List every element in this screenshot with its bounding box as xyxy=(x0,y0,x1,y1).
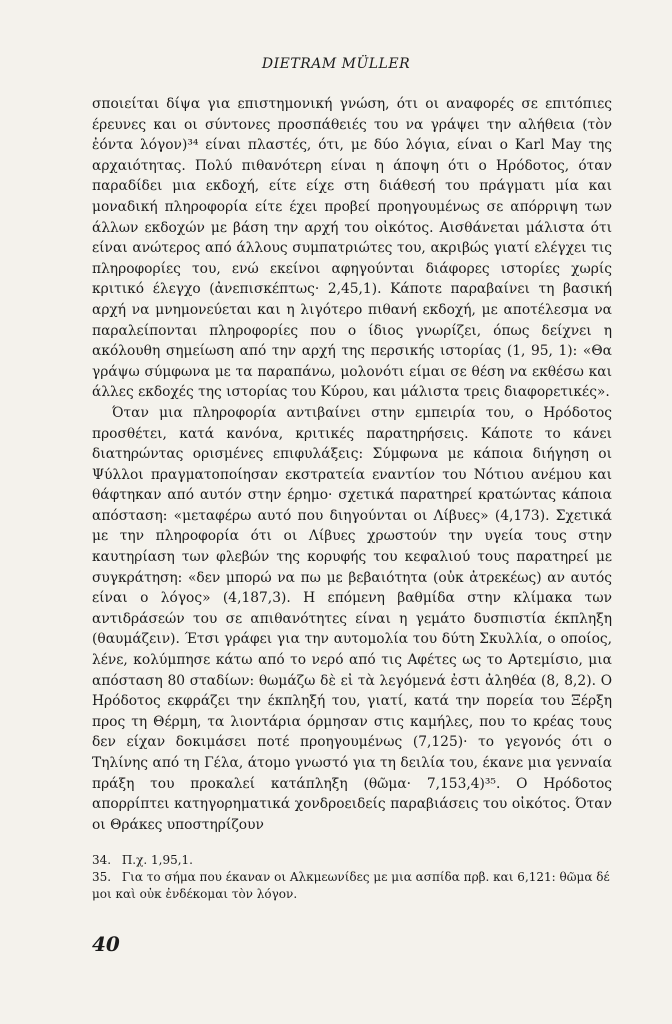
footnote-number: 34. xyxy=(92,853,112,867)
page-number: 40 xyxy=(92,932,120,956)
footnote xyxy=(92,869,612,903)
running-head: DIETRAM MÜLLER xyxy=(261,56,411,72)
footnote-text: Π.χ. 1,95,1. xyxy=(121,853,193,867)
paragraph: σποιείται δίψα για επιστημονική γνώση, ότι οι αναφορές σε επιτόπιες έρευνες και οι σύντονες προσπάθειές του να γράψει την αλήθεια (τὸν ἐόντα λόγον)³⁴ είναι πλαστές, ότι, με δύο λόγια, είναι ο Karl May της αρχαιότητας. Πολύ πιθανότερη είναι η άποψη ότι ο Ηρόδοτος, όταν παραδίδει μια εκδοχή, είτε είχε στη διάθεσή του πράγματι μία και μοναδική πληροφορία είτε έχει προβεί προηγουμένως σε απόρριψη των άλλων εκδοχών με βάση την αρχή του οἰκότος. Αισθάνεται μάλιστα ότι είναι ανώτερος από άλλους συμπατριώτες του, ακριβώς γιατί ελέγχει τις πληροφορίες του, ενώ εκείνοι αφηγούνται διάφορες ιστορίες χωρίς κριτικό έλεγχο (ἀνεπισκέπτως· 2,45,1). Κάποτε παραβαίνει τη βασική αρχή να μνημονεύεται και η λιγότερο πιθανή εκδοχή, με αποτέλεσμα να παραλείπονται πληροφορίες που ο ίδιος γνωρίζει, όπως δείχνει η ακόλουθη σημείωση από την αρχή της περσικής ιστορίας (1, 95, 1): «Θα γράψω σύμφωνα με τα παραπάνω, μολονότι είμαι σε θέση να εκθέσω και άλλες εκδοχές της ιστορίας του Κύρου, και μάλιστα τρεις διαφορετικές». xyxy=(92,96,612,401)
footnote-text: Για το σήμα που έκαναν οι Αλκμεωνίδες με μια ασπίδα πρβ. και 6,121: θῶμα δέ μοι καὶ οὐκ ἐνδέκομαι τὸν λόγον. xyxy=(92,870,610,901)
footnote-number: 35. xyxy=(92,870,112,884)
main-text xyxy=(92,94,612,835)
footnote xyxy=(92,852,612,869)
paragraph: Όταν μια πληροφορία αντιβαίνει στην εμπειρία του, ο Ηρόδοτος προσθέτει, κατά κανόνα, κριτικές παρατηρήσεις. Κάποτε το κάνει διατηρώντας ορισμένες επιφυλάξεις: Σύμφωνα με κάποια διήγηση οι Ψύλλοι πραγματοποίησαν εκστρατεία εναντίον του Νότιου ανέμου και θάφτηκαν από αυτόν στην έρημο· σχετικά παρατηρεί κρατώντας κάποια απόσταση: «μεταφέρω αυτό που διηγούνται οι Λίβυες» (4,173). Σχετικά με την πληροφορία ότι οι Λίβυες χρωστούν την υγεία τους στην καυτηρίαση των φλεβών της κορυφής του κεφαλιού τους παρατηρεί με συγκράτηση: «δεν μπορώ να πω με βεβαιότητα (οὐκ ἀτρεκέως) αν αυτός είναι ο λόγος» (4,187,3). Η επόμενη βαθμίδα στην κλίμακα των αντιδράσεών του σε απιθανότητες είναι η γεμάτο δυσπιστία έκπληξη (θαυμάζειν). Έτσι γράφει για την αυτομολία του δύτη Σκυλλία, ο οποίος, λένε, κολύμπησε κάτω από το νερό από τις Αφέτες ως το Αρτεμίσιο, μια απόσταση 80 σταδίων: θωμάζω δὲ εἰ τὰ λεγόμενά ἐστι ἀληθέα (8, 8,2). Ο Ηρόδοτος εκφράζει την έκπληξή του, γιατί, κατά την πορεία του Ξέρξη προς τη Θέρμη, τα λιοντάρια όρμησαν στις καμήλες, που το κρέας τους δεν είχαν δοκιμάσει ποτέ προηγουμένως (7,125)· το γεγονός ότι ο Τηλίνης από τη Γέλα, άτομο γνωστό για τη δειλία του, έκανε μια γενναία πράξη του προκαλεί κατάπληξη (θῶμα· 7,153,4)³⁵. Ο Ηρόδοτος απορρίπτει κατηγορηματικά χονδροειδείς παραβιάσεις του οἰκότος. Όταν οι Θράκες υποστηρίζουν xyxy=(92,404,612,833)
footnotes xyxy=(92,852,612,903)
